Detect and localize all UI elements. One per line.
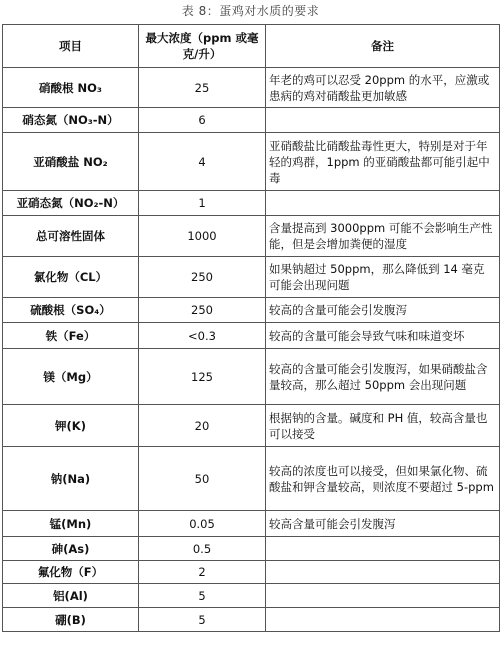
value-cell: 125: [139, 349, 266, 405]
note-cell: 根据钠的含量。碱度和 PH 值，较高含量也可以接受: [266, 405, 500, 447]
value-cell: 2: [139, 561, 266, 584]
item-cell: 硝态氮（NO₃-N）: [3, 108, 139, 133]
item-cell: 硫酸根（SO₄）: [3, 298, 139, 323]
table-row: [3, 561, 500, 584]
value-cell: 250: [139, 257, 266, 298]
table-row: [3, 405, 500, 447]
note-cell: [266, 561, 500, 584]
item-cell: 氯化物（CL）: [3, 257, 139, 298]
table-row: [3, 537, 500, 561]
value-cell: 5: [139, 584, 266, 608]
note-cell: 较高的含量可能会导致气味和味道变坏: [266, 323, 500, 349]
table-row: [3, 511, 500, 537]
note-cell: 较高的含量可能会引发腹泻: [266, 298, 500, 323]
note-cell: [266, 108, 500, 133]
item-cell: 总可溶性固体: [3, 216, 139, 257]
value-cell: 4: [139, 133, 266, 191]
table-caption: 表 8：蛋鸡对水质的要求: [181, 4, 320, 18]
value-cell: 5: [139, 608, 266, 632]
table-row: [3, 349, 500, 405]
item-cell: 钠(Na): [3, 447, 139, 511]
note-cell: [266, 537, 500, 561]
item-cell: 硝酸根 NO₃: [3, 68, 139, 108]
table-row: [3, 323, 500, 349]
header-item: 项目: [3, 25, 139, 68]
table-row: [3, 216, 500, 257]
table-row: [3, 608, 500, 632]
item-cell: 铁（Fe）: [3, 323, 139, 349]
note-cell: 年老的鸡可以忍受 20ppm 的水平，应激或患病的鸡对硝酸盐更加敏感: [266, 68, 500, 108]
value-cell: 6: [139, 108, 266, 133]
value-cell: 0.05: [139, 511, 266, 537]
note-cell: 亚硝酸盐比硝酸盐毒性更大，特别是对于年轻的鸡群，1ppm 的亚硝酸盐都可能引起中毒: [266, 133, 500, 191]
value-cell: 0.5: [139, 537, 266, 561]
value-cell: 20: [139, 405, 266, 447]
table-row: [3, 298, 500, 323]
note-cell: 含量提高到 3000ppm 可能不会影响生产性能，但是会增加粪便的湿度: [266, 216, 500, 257]
item-cell: 硼(B): [3, 608, 139, 632]
item-cell: 钾(K): [3, 405, 139, 447]
table-row: [3, 108, 500, 133]
table-row: [3, 447, 500, 511]
table-row: [3, 68, 500, 108]
note-cell: [266, 191, 500, 216]
item-cell: 亚硝态氮（NO₂-N）: [3, 191, 139, 216]
item-cell: 锰(Mn): [3, 511, 139, 537]
note-cell: 较高的含量可能会引发腹泻，如果硝酸盐含量较高，那么超过 50ppm 会出现问题: [266, 349, 500, 405]
header-remarks: 备注: [266, 25, 500, 68]
note-cell: 如果钠超过 50ppm，那么降低到 14 毫克可能会出现问题: [266, 257, 500, 298]
note-cell: 较高的浓度也可以接受，但如果氯化物、硫酸盐和钾含量较高，则浓度不要超过 5-ppm: [266, 447, 500, 511]
value-cell: 1: [139, 191, 266, 216]
item-cell: 镁（Mg）: [3, 349, 139, 405]
value-cell: 1000: [139, 216, 266, 257]
table-row: [3, 133, 500, 191]
table-row: [3, 584, 500, 608]
water-quality-table: [2, 24, 500, 632]
table-row: [3, 257, 500, 298]
header-max-concentration: 最大浓度（ppm 或毫克/升）: [139, 25, 266, 68]
value-cell: <0.3: [139, 323, 266, 349]
value-cell: 25: [139, 68, 266, 108]
note-cell: [266, 584, 500, 608]
value-cell: 250: [139, 298, 266, 323]
item-cell: 亚硝酸盐 NO₂: [3, 133, 139, 191]
header-row: [3, 25, 500, 68]
value-cell: 50: [139, 447, 266, 511]
item-cell: 氟化物（F）: [3, 561, 139, 584]
item-cell: 砷(As): [3, 537, 139, 561]
item-cell: 铝(Al): [3, 584, 139, 608]
note-cell: [266, 608, 500, 632]
note-cell: 较高含量可能会引发腹泻: [266, 511, 500, 537]
table-row: [3, 191, 500, 216]
